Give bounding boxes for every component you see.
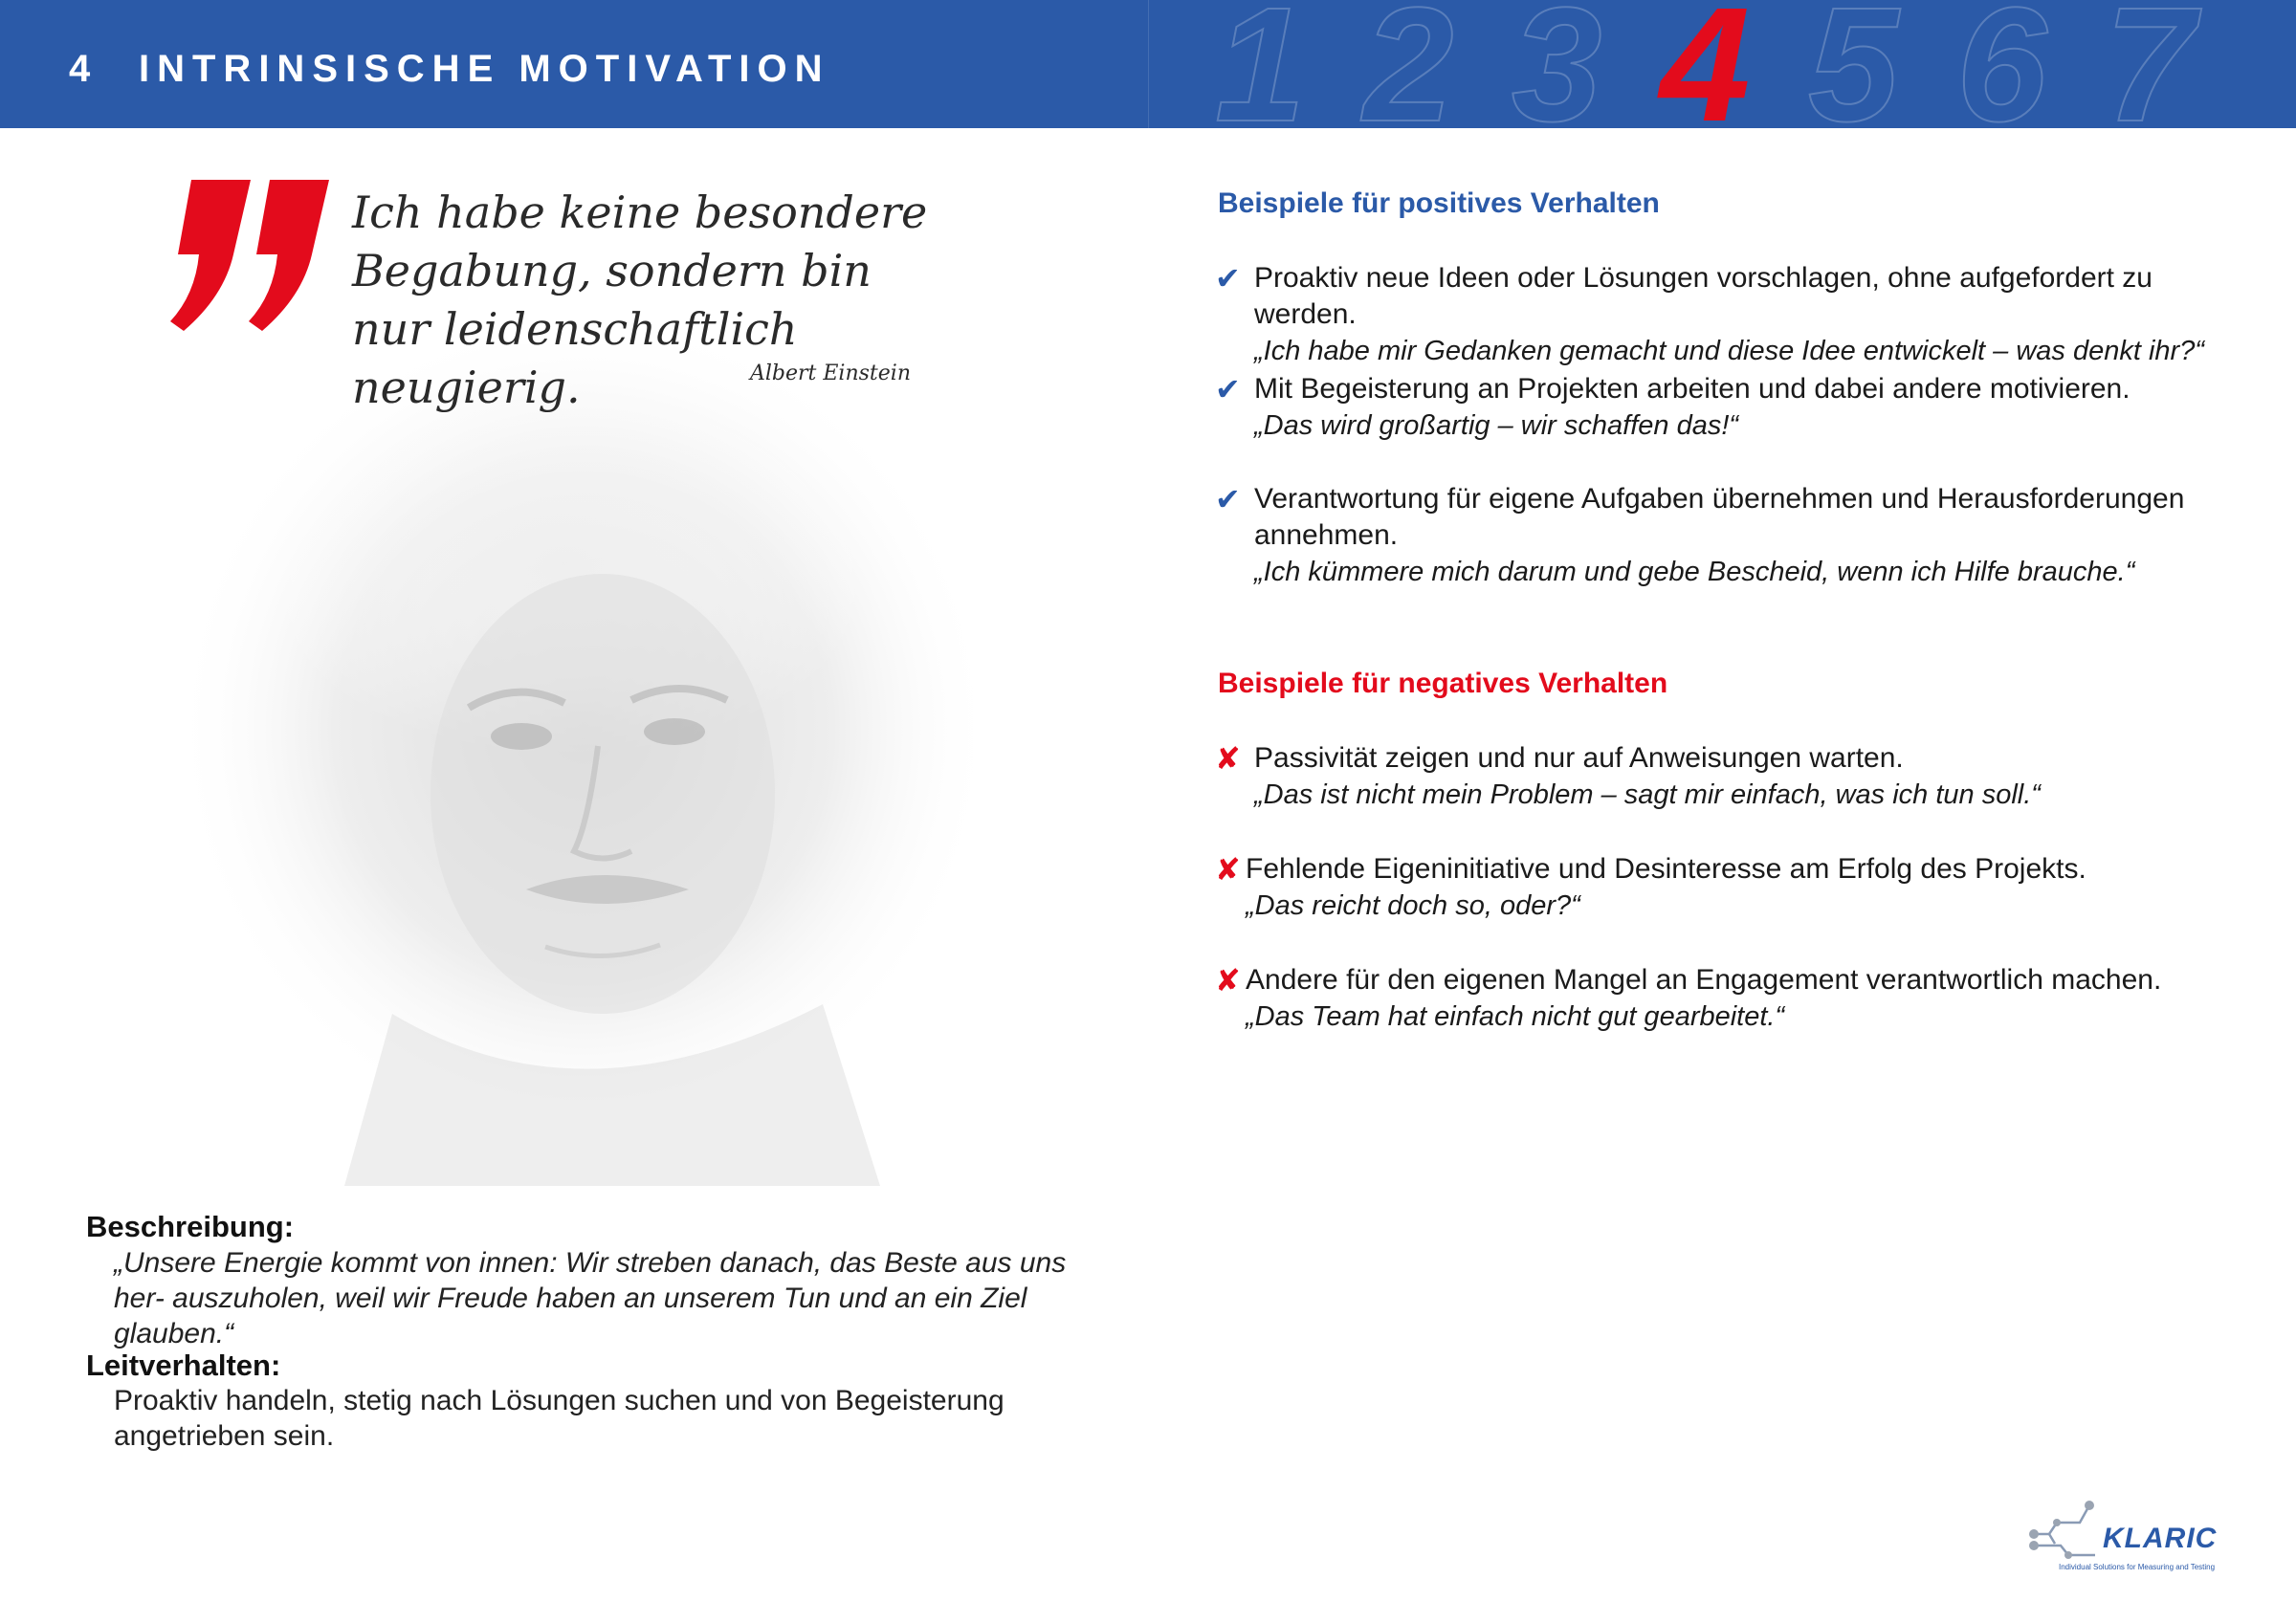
quote-text: Ich habe keine besondere Begabung, sondern bin nur leidenschaftlich neugierig. <box>352 186 928 413</box>
negative-item-example: „Das Team hat einfach nicht gut gearbeitet.“ <box>1246 1001 1785 1032</box>
circuit-logo-icon <box>2026 1500 2103 1567</box>
checkmark-icon: ✔ <box>1215 372 1241 406</box>
negative-item-text: Passivität zeigen und nur auf Anweisungen warten. <box>1254 742 1904 774</box>
positive-item-text: Proaktiv neue Ideen oder Lösungen vorschlagen, ohne aufgefordert zu werden. <box>1254 262 2152 330</box>
quotation-mark-icon <box>170 172 331 335</box>
positive-item <box>1215 481 2248 590</box>
checkmark-icon: ✔ <box>1215 261 1241 296</box>
cross-icon: ✘ <box>1215 852 1241 887</box>
positive-item-text: Verantwortung für eigene Aufgaben übernehmen und Herausforderungen annehmen. <box>1254 483 2185 551</box>
negative-item <box>1215 851 2248 924</box>
logo-name: KLARIC <box>2103 1523 2218 1554</box>
positive-item-example: „Das wird großartig – wir schaffen das!“ <box>1254 410 1739 441</box>
description-text: „Unsere Energie kommt von innen: Wir streben danach, das Beste aus uns her- auszuholen, weil wir Freude haben an unserem Tun und an ein Ziel glauben.“ <box>114 1247 1067 1349</box>
chapter-2[interactable]: 2 <box>1363 0 1454 128</box>
company-logo <box>2026 1500 2237 1578</box>
positive-heading: Beispiele für positives Verhalten <box>1218 187 1660 219</box>
positive-item-text: Mit Begeisterung an Projekten arbeiten und dabei andere motivieren. <box>1254 373 2130 405</box>
portrait-image <box>153 344 1014 1205</box>
negative-item-example: „Das ist nicht mein Problem – sagt mir einfach, was ich tun soll.“ <box>1254 779 2041 810</box>
negative-item-text: Andere für den eigenen Mangel an Engagement verantwortlich machen. <box>1246 964 2162 996</box>
cross-icon: ✘ <box>1215 741 1241 776</box>
positive-item <box>1215 260 2248 369</box>
chapter-4-active[interactable]: 4 <box>1660 0 1751 128</box>
chapter-3[interactable]: 3 <box>1512 0 1602 128</box>
cross-icon: ✘ <box>1215 963 1241 998</box>
header-divider <box>1148 0 1149 128</box>
logo-tagline: Individual Solutions for Measuring and Testing <box>2059 1563 2216 1571</box>
header-bar <box>0 0 2296 128</box>
negative-item <box>1215 740 2248 813</box>
chapter-1[interactable]: 1 <box>1215 0 1306 128</box>
guideline-text: Proaktiv handeln, stetig nach Lösungen suchen und von Begeisterung angetrieben sein. <box>114 1385 1004 1452</box>
positive-item-example: „Ich habe mir Gedanken gemacht und diese Idee entwickelt – was denkt ihr?“ <box>1254 336 2204 366</box>
chapter-6[interactable]: 6 <box>1956 0 2047 128</box>
negative-item-text: Fehlende Eigeninitiative und Desinteresse am Erfolg des Projekts. <box>1246 853 2086 885</box>
chapter-5[interactable]: 5 <box>1808 0 1899 128</box>
page-title: INTRINSISCHE MOTIVATION <box>139 48 830 90</box>
negative-item <box>1215 962 2248 1035</box>
positive-item-example: „Ich kümmere mich darum und gebe Bescheid, wenn ich Hilfe brauche.“ <box>1254 557 2135 587</box>
description-label: Beschreibung: <box>86 1210 295 1243</box>
chapter-7[interactable]: 7 <box>2105 0 2196 128</box>
guideline-label: Leitverhalten: <box>86 1349 281 1382</box>
quote-author: Albert Einstein <box>750 362 911 385</box>
negative-heading: Beispiele für negatives Verhalten <box>1218 668 1668 699</box>
positive-item <box>1215 371 2248 444</box>
negative-item-example: „Das reicht doch so, oder?“ <box>1246 890 1580 921</box>
chapter-number: 4 <box>69 48 97 90</box>
checkmark-icon: ✔ <box>1215 482 1241 516</box>
